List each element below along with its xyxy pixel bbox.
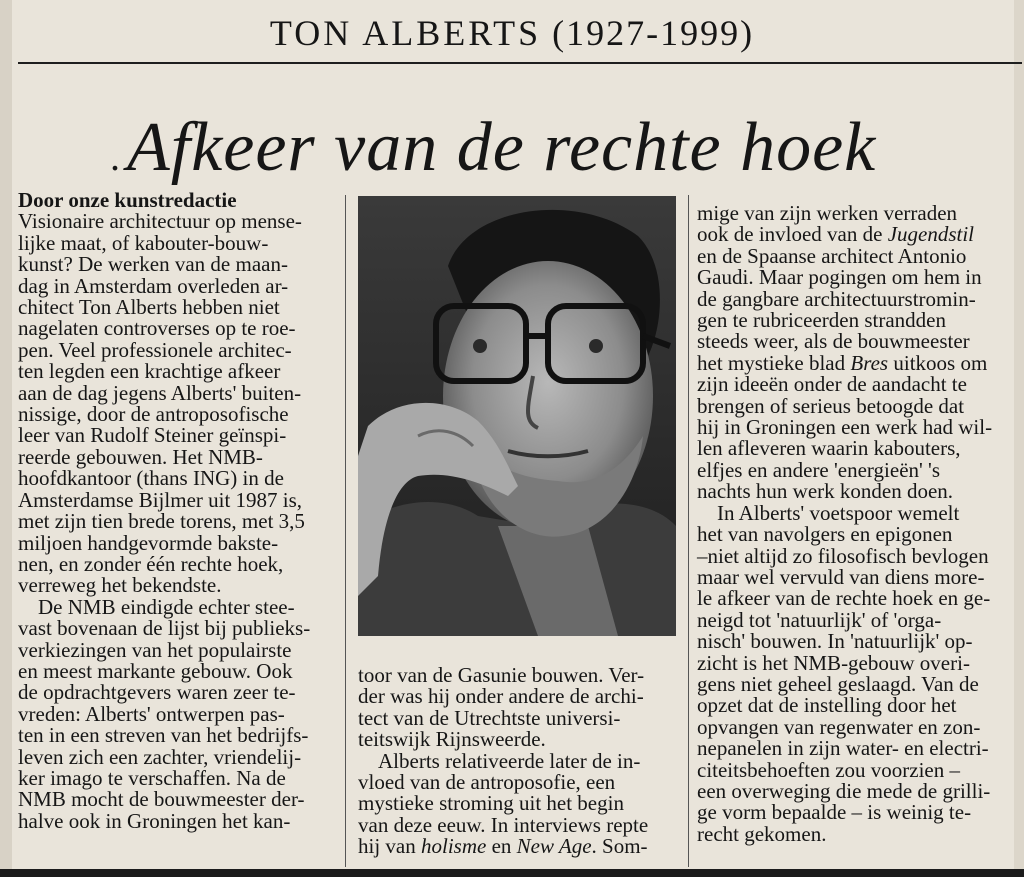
text-line: zijn ideeën onder de aandacht te: [697, 372, 967, 397]
text-line: Alberts relativeerde later de in-: [378, 748, 641, 773]
text-run: hij van: [358, 834, 421, 859]
text-line: ten in een streven van het bedrijfs-: [18, 723, 309, 748]
header-years: (1927-1999): [552, 13, 755, 53]
text-line: leven zich een zachter, vriendelij-: [18, 744, 302, 769]
text-line: –niet altijd zo filosofisch bevlogen: [697, 543, 989, 568]
text-line: le afkeer van de rechte hoek en ge-: [697, 586, 991, 611]
portrait-photo: [358, 196, 676, 636]
text-line: In Alberts' voetspoor wemelt: [717, 500, 960, 525]
byline: Door onze kunstredactie: [18, 188, 237, 212]
text-line: nissige, door de antroposofische: [18, 402, 289, 427]
adjacent-column-bleed-right: [1014, 0, 1024, 877]
text-line: chitect Ton Alberts hebben niet: [18, 295, 280, 320]
column-3: [697, 203, 1010, 845]
text-line: neigd tot 'natuurlijk' of 'orga-: [697, 607, 942, 632]
text-line: der was hij onder andere de archi-: [358, 684, 644, 709]
text-line: opvangen van regenwater en zon-: [697, 714, 981, 739]
column-rule-1: [345, 195, 346, 867]
column-2: [358, 665, 678, 858]
text-line: len afleveren waarin kabouters,: [697, 436, 961, 461]
italic-term: New Age: [516, 834, 592, 859]
headline: [110, 108, 1010, 197]
text-line: van deze eeuw. In interviews repte: [358, 812, 649, 837]
text-line: recht gekomen.: [697, 821, 827, 846]
text-line: de opdrachtgevers waren zeer te-: [18, 680, 296, 705]
text-line: pen. Veel professionele architec-: [18, 337, 292, 362]
text-line: teitswijk Rijnsweerde.: [358, 727, 546, 752]
text-line: [358, 836, 678, 857]
text-line: De NMB eindigde echter stee-: [38, 594, 295, 619]
text-line: mige van zijn werken verraden: [697, 201, 958, 225]
text-line: lijke maat, of kabouter-bouw-: [18, 230, 269, 255]
text-line: citeitsbehoeften zou voorzien –: [697, 757, 960, 782]
text-line: hoofdkantoor (thans ING) in de: [18, 466, 284, 491]
text-line: vreden: Alberts' ontwerpen pas-: [18, 701, 285, 726]
text-line: kunst? De werken van de maan-: [18, 252, 288, 277]
italic-term: Jugendstil: [887, 222, 975, 247]
italic-term: Bres: [850, 350, 889, 375]
text-line: zicht is het NMB-gebouw overi-: [697, 650, 970, 675]
text-line: mystieke stroming uit het begin: [358, 791, 624, 816]
bottom-edge: [0, 869, 1024, 877]
text-line: vast bovenaan de lijst bij publieks-: [18, 616, 311, 641]
text-line: Amsterdamse Bijlmer uit 1987 is,: [18, 487, 303, 512]
text-line: het van navolgers en epigonen: [697, 522, 953, 547]
header-name: TON ALBERTS: [269, 13, 542, 53]
text-line: steeds weer, als de bouwmeester: [697, 329, 970, 354]
text-line: halve ook in Groningen het kan-: [18, 808, 291, 833]
text-line: hij in Groningen een werk had wil-: [697, 415, 993, 440]
text-line: en meest markante gebouw. Ook: [18, 658, 293, 683]
text-line: [697, 350, 1010, 375]
text-line: verkiezingen van het populairste: [18, 637, 292, 662]
text-line: [697, 224, 1010, 245]
text-line: nepanelen in zijn water- en electri-: [697, 736, 989, 761]
headline-text: Afkeer van de rechte hoek: [127, 109, 877, 186]
text-line: de gangbare architectuurstromin-: [697, 286, 976, 311]
text-line: ker imago te verschaffen. Na de: [18, 765, 286, 790]
text-line: Visionaire architectuur op mense-: [18, 209, 302, 234]
text-line: gens niet geheel geslaagd. Van de: [697, 671, 979, 696]
text-line: opzet dat de instelling door het: [697, 693, 957, 718]
text-line: NMB mocht de bouwmeester der-: [18, 787, 305, 812]
text-line: nachts hun werk konden doen.: [697, 479, 954, 504]
text-line: Gaudi. Maar pogingen om hem in: [697, 265, 982, 290]
portrait-photo-image: [358, 196, 676, 636]
section-header: [0, 12, 1024, 54]
text-line: dag in Amsterdam overleden ar-: [18, 273, 289, 298]
text-line: verreweg het bekendste.: [18, 573, 222, 598]
text-run: . Som-: [591, 834, 648, 859]
text-line: vloed van de antroposofie, een: [358, 770, 616, 795]
italic-term: holisme: [421, 834, 487, 859]
text-line: ten legden een krachtige afkeer: [18, 359, 281, 384]
text-line: ge vorm bepaalde – is weinig te-: [697, 800, 972, 825]
text-line: met zijn tien brede torens, met 3,5: [18, 509, 305, 534]
text-line: toor van de Gasunie bouwen. Ver-: [358, 663, 645, 687]
text-line: aan de dag jegens Alberts' buiten-: [18, 380, 302, 405]
text-line: nagelaten controverses op te roe-: [18, 316, 296, 341]
column-rule-2: [688, 195, 689, 867]
text-line: leer van Rudolf Steiner geïnspi-: [18, 423, 287, 448]
text-line: elfjes en andere 'energieën' 's: [697, 457, 941, 482]
text-line: nen, en zonder één rechte hoek,: [18, 551, 284, 576]
header-rule: [18, 62, 1022, 64]
headline-dot: .: [110, 134, 121, 179]
adjacent-column-bleed-left: [0, 0, 12, 877]
text-line: miljoen handgevormde bakste-: [18, 530, 279, 555]
text-line: een overweging die mede de grilli-: [697, 778, 991, 803]
text-run: het mystieke blad: [697, 350, 851, 375]
text-run: en: [486, 834, 517, 859]
text-line: en de Spaanse architect Antonio: [697, 243, 967, 268]
text-line: reerde gebouwen. Het NMB-: [18, 444, 263, 469]
column-1: [18, 190, 338, 832]
text-line: gen te rubriceerden strandden: [697, 308, 946, 333]
text-line: nisch' bouwen. In 'natuurlijk' op-: [697, 629, 973, 654]
text-line: maar wel vervuld van diens more-: [697, 564, 985, 589]
text-run: uitkoos om: [888, 350, 988, 375]
text-line: tect van de Utrechtste universi-: [358, 705, 621, 730]
text-run: ook de invloed van de: [697, 222, 888, 247]
text-line: brengen of serieus betoogde dat: [697, 393, 965, 418]
